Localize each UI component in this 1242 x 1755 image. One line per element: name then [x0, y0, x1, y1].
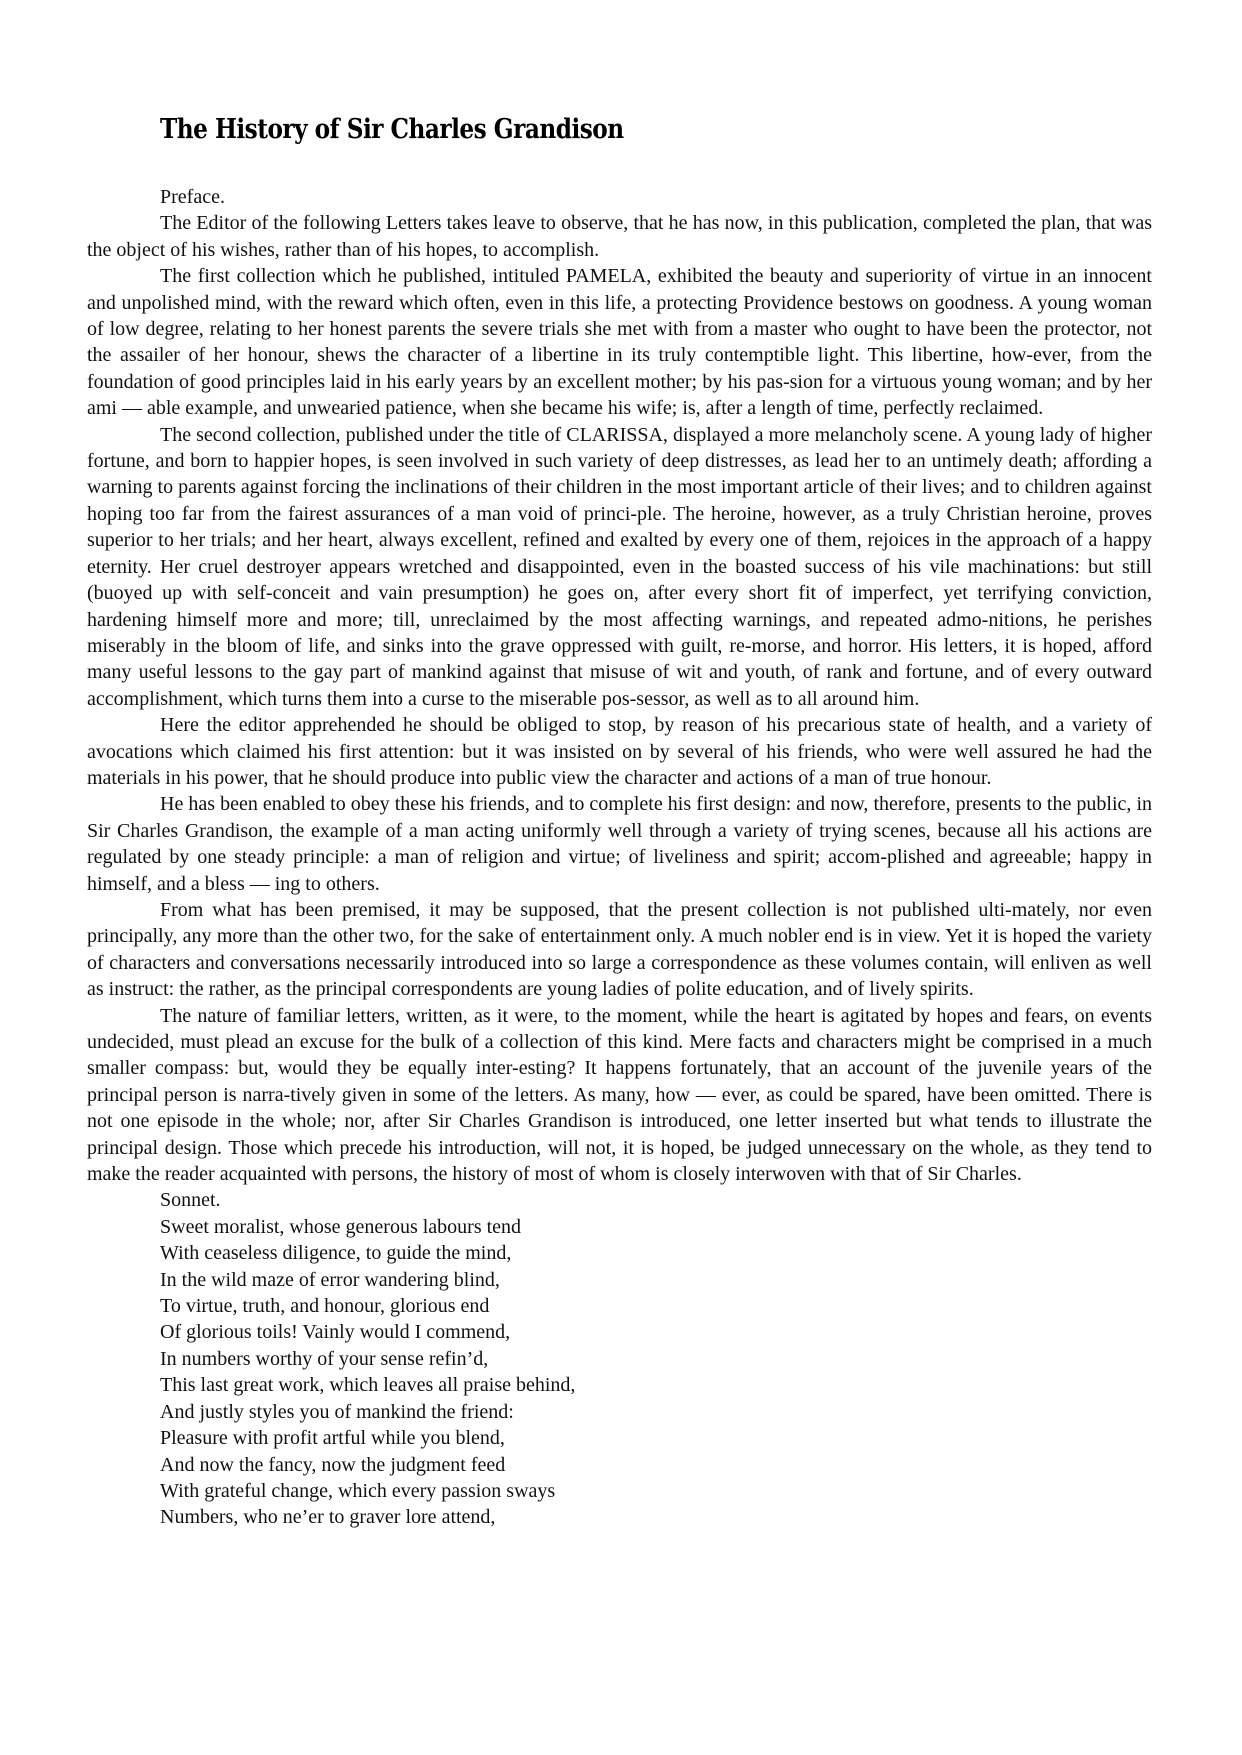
- sonnet-line: And now the fancy, now the judgment feed: [160, 1453, 506, 1476]
- preface-heading: Preface.: [160, 186, 225, 208]
- paragraph-editor-stop: Here the editor apprehended he should be obliged to stop, by reason of his precarious state of health, and a variety of avocations which claimed his first attention: but it was insisted on by several of his friends, who were well assured he had the materials in his power, that he should produce into public view the character and actions of a man of true honour.: [87, 714, 1152, 789]
- sonnet-heading: Sonnet.: [160, 1189, 221, 1212]
- document-body: [87, 184, 1152, 1531]
- paragraph-editor-intro: The Editor of the following Letters takes leave to observe, that he has now, in this publication, completed the plan, that was the object of his wishes, rather than of his hopes, to accomplish.: [87, 212, 1152, 261]
- sonnet-line: And justly styles you of mankind the friend:: [160, 1400, 514, 1423]
- sonnet-line: Pleasure with profit artful while you blend,: [160, 1427, 505, 1450]
- sonnet-line: Sweet moralist, whose generous labours tend: [160, 1215, 522, 1238]
- sonnet-line: In numbers worthy of your sense refin’d,: [160, 1347, 489, 1370]
- sonnet-line: To virtue, truth, and honour, glorious end: [160, 1295, 490, 1318]
- document-title: The History of Sir Charles Grandison: [160, 114, 624, 145]
- sonnet-line: With grateful change, which every passion sways: [160, 1479, 556, 1502]
- sonnet-line: With ceaseless diligence, to guide the mind,: [160, 1242, 512, 1265]
- sonnet-line: In the wild maze of error wandering blind,: [160, 1268, 500, 1291]
- sonnet-line: Numbers, who ne’er to graver lore attend,: [160, 1506, 496, 1529]
- paragraph-pamela: The first collection which he published, intituled PAMELA, exhibited the beauty and superiority of virtue in an innocent and unpolished mind, with the reward which often, even in this life, a protecting Providence bestows on goodness. A young woman of low degree, relating to her honest parents the severe trials she met with from a master who ought to have been the protector, not the assailer of her honour, shews the character of a libertine in its truly contemptible light. This libertine, how-ever, from the foundation of good principles laid in his early years by an excellent mother; by his pas-sion for a virtuous young woman; and by her ami — able example, and unwearied patience, when she became his wife; is, after a length of time, perfectly reclaimed.: [87, 265, 1152, 420]
- paragraph-grandison: He has been enabled to obey these his friends, and to complete his first design: and now, therefore, presents to the public, in Sir Charles Grandison, the example of a man acting uniformly well through a variety of trying scenes, because all his actions are regulated by one steady principle: a man of religion and virtue; of liveliness and spirit; accom-plished and agreeable; happy in himself, and a bless — ing to others.: [87, 793, 1152, 895]
- sonnet-line: This last great work, which leaves all praise behind,: [160, 1374, 576, 1397]
- sonnet-line: Of glorious toils! Vainly would I commend,: [160, 1321, 511, 1344]
- paragraph-clarissa: The second collection, published under the title of CLARISSA, displayed a more melancholy scene. A young lady of higher fortune, and born to happier hopes, is seen involved in such variety of deep distresses, as lead her to an untimely death; affording a warning to parents against forcing the inclinations of their children in the most important article of their lives; and to children against hoping too far from the fairest assurances of a man void of princi-ple. The heroine, however, as a truly Christian heroine, proves superior to her trials; and her heart, always excellent, refined and exalted by every one of them, rejoices in the approach of a happy eternity. Her cruel destroyer appears wretched and disappointed, even in the boasted success of his vile machinations: but still (buoyed up with self-conceit and vain presumption) he goes on, after every short fit of imperfect, yet terrifying conviction, hardening himself more and more; till, unreclaimed by the most affecting warnings, and repeated admo-nitions, he perishes miserably in the bloom of life, and sinks into the grave oppressed with guilt, re-morse, and horror. His letters, it is hoped, afford many useful lessons to the gay part of mankind against that misuse of wit and youth, of rank and fortune, and of every outward accomplishment, which turns them into a curse to the miserable pos-sessor, as well as to all around him.: [87, 423, 1152, 710]
- paragraph-familiar-letters: The nature of familiar letters, written, as it were, to the moment, while the heart is agitated by hopes and fears, on events undecided, must plead an excuse for the bulk of a collection of this kind. Mere facts and characters might be comprised in a much smaller compass: but, would they be equally inter-esting? It happens fortunately, that an account of the juvenile years of the principal person is narra-tively given in some of the letters. As many, how — ever, as could be spared, have been omitted. There is not one episode in the whole; nor, after Sir Charles Grandison is introduced, one letter inserted but what tends to illustrate the principal design. Those which precede his introduction, will not, it is hoped, be judged unnecessary on the whole, as they tend to make the reader acquainted with persons, the history of most of whom is closely interwoven with that of Sir Charles.: [87, 1004, 1152, 1186]
- paragraph-purpose: From what has been premised, it may be supposed, that the present collection is not published ulti-mately, nor even principally, any more than the other two, for the sake of entertainment only. A much nobler end is in view. Yet it is hoped the variety of characters and conversations necessarily introduced into so large a correspondence as these volumes contain, will enliven as well as instruct: the rather, as the principal correspondents are young ladies of polite education, and of lively spirits.: [87, 898, 1152, 1001]
